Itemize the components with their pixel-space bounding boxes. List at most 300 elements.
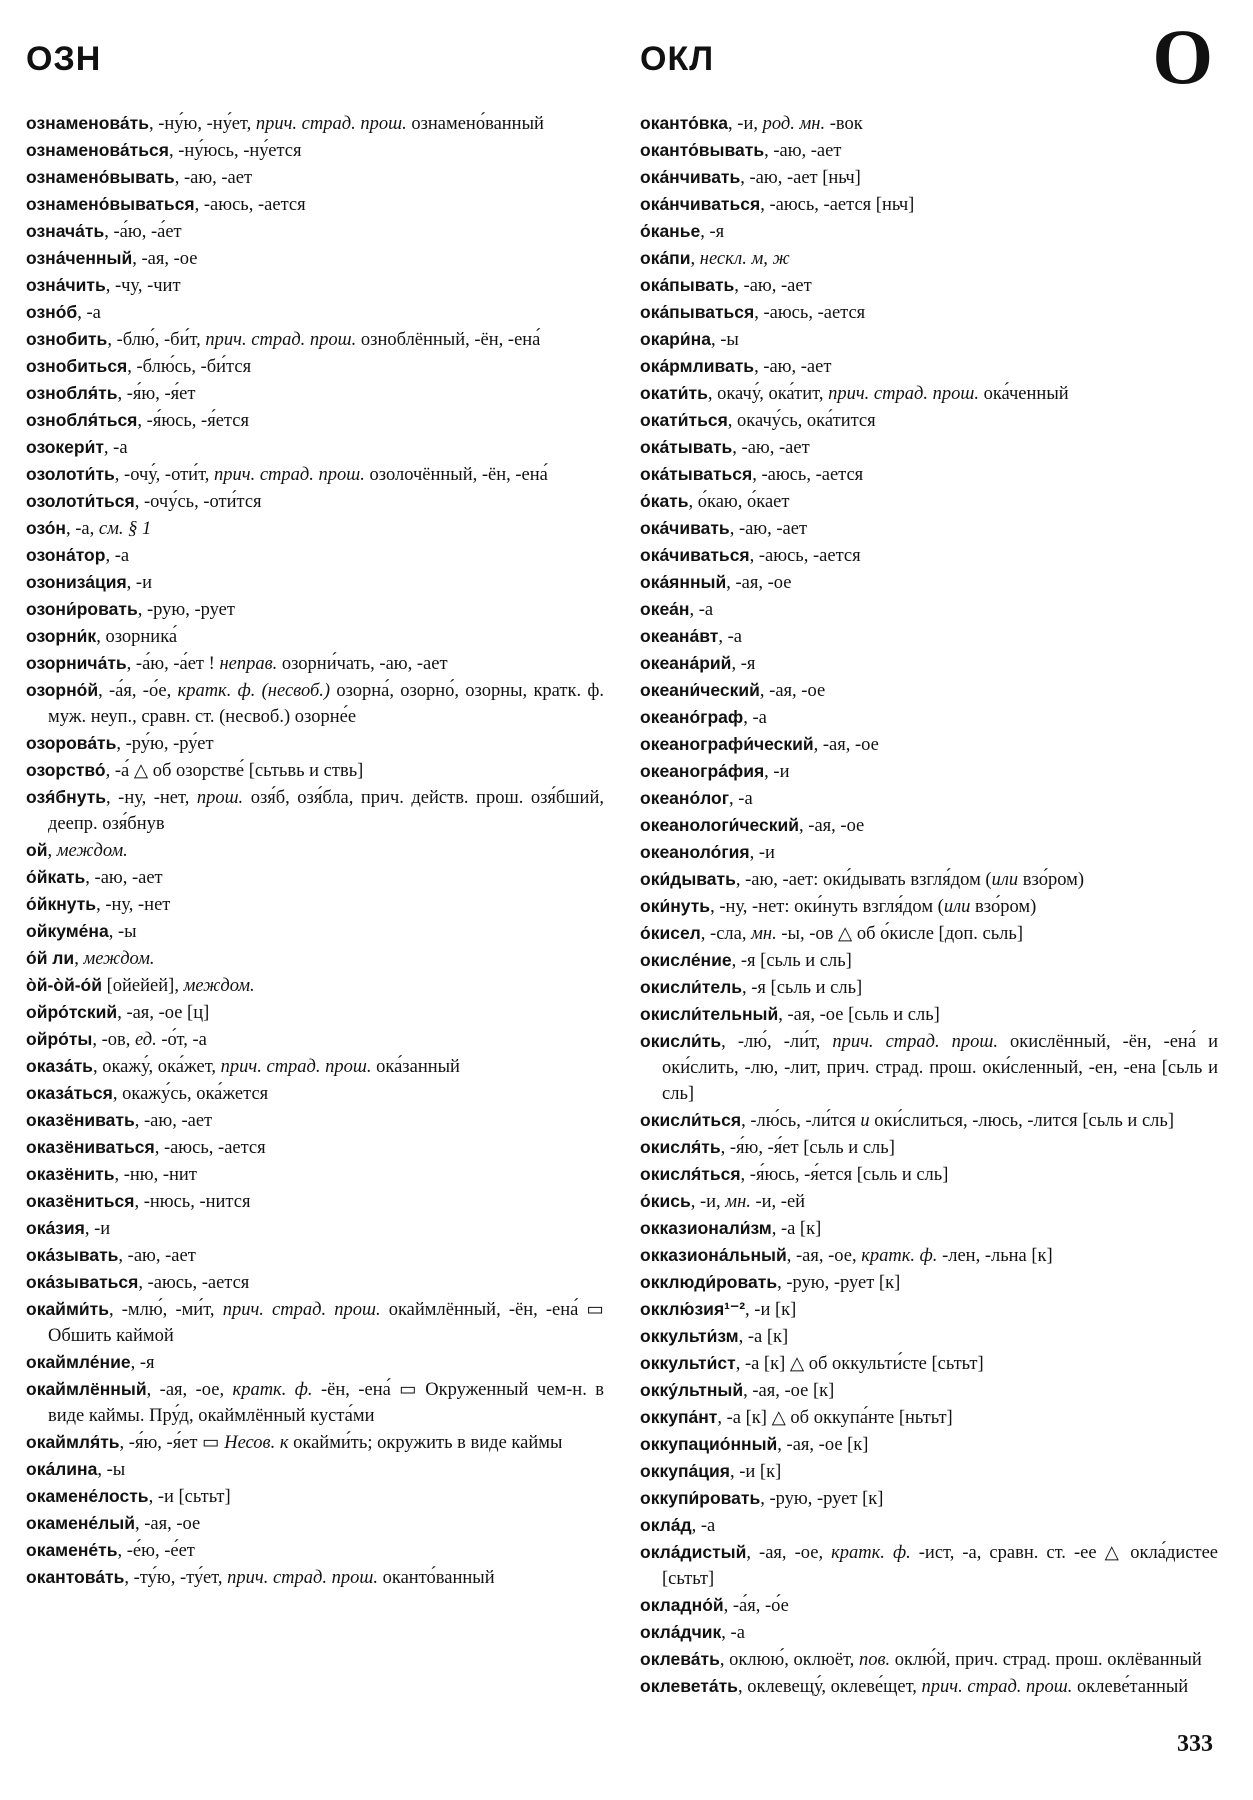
dictionary-entry xyxy=(26,891,604,918)
entry-forms: , -сла, xyxy=(700,924,752,944)
entry-forms: , -аю, -ает xyxy=(174,168,253,188)
headword: ойро́ты xyxy=(26,1029,93,1049)
dictionary-entry xyxy=(26,1296,604,1349)
headword: океанологи́ческий xyxy=(640,815,800,835)
dictionary-entry xyxy=(640,1592,1218,1619)
headword: океаногра́фия xyxy=(640,761,765,781)
headword: океанографи́ческий xyxy=(640,734,814,754)
headword: окаймле́ние xyxy=(26,1352,131,1372)
left-guide-word: ОЗН xyxy=(26,40,102,78)
entry-forms: , -ая, -ое [к] xyxy=(777,1435,869,1455)
entry-forms: , -ая, -ое, xyxy=(746,1543,832,1563)
grammar-note: прич. страд. прош. xyxy=(828,384,979,404)
entry-forms: , -а [к] xyxy=(738,1327,789,1347)
dictionary-entry xyxy=(26,1215,604,1242)
headword: окати́ть xyxy=(640,383,708,403)
entry-forms: , -ну, -нет: оки́нуть взгля́дом ( xyxy=(710,897,944,917)
dictionary-entry xyxy=(640,785,1218,812)
entry-forms: , -ню, -нит xyxy=(114,1165,197,1185)
entry-tail: озорни́чать, -аю, -ает xyxy=(277,654,448,674)
entry-forms: , -чу, -чит xyxy=(105,276,181,296)
entry-forms: , -и [к] xyxy=(745,1300,797,1320)
dictionary-entry xyxy=(640,1431,1218,1458)
entry-tail: -и, -ей xyxy=(750,1192,806,1212)
dictionary-entry xyxy=(640,1377,1218,1404)
dictionary-entry xyxy=(640,893,1218,920)
grammar-note: междом. xyxy=(183,976,255,996)
headword: ока́нчивать xyxy=(640,167,741,187)
entry-forms: , -а xyxy=(743,708,767,728)
entry-forms: , -аюсь, -ается [ньч] xyxy=(760,195,915,215)
headword: означа́ть xyxy=(26,221,105,241)
entry-forms: , -а [к] △ об оккульти́сте [сьтьт] xyxy=(735,1354,984,1374)
headword: озна́ченный xyxy=(26,248,133,268)
grammar-note: или xyxy=(943,897,971,917)
headword: оказёнить xyxy=(26,1164,115,1184)
dictionary-entry xyxy=(26,1080,604,1107)
entry-forms: , -ы xyxy=(97,1460,126,1480)
dictionary-entry xyxy=(640,1296,1218,1323)
entry-forms: , -я [сьль и сль] xyxy=(742,978,863,998)
headword: оккульти́зм xyxy=(640,1326,739,1346)
entry-forms: , xyxy=(74,949,84,969)
entry-forms: , -аю, -ает xyxy=(734,276,812,296)
entry-tail: -о́т, -а xyxy=(156,1030,207,1050)
dictionary-entry xyxy=(640,1673,1218,1700)
entry-forms: , -ая, -ое [к] xyxy=(743,1381,835,1401)
headword: ока́лина xyxy=(26,1459,98,1479)
dictionary-entry xyxy=(640,191,1218,218)
entry-forms: , -и xyxy=(764,762,790,782)
dictionary-entry xyxy=(640,812,1218,839)
entry-forms: , -а́ю, -а́ет xyxy=(104,222,182,242)
entry-forms: , оклюю́, оклюёт, xyxy=(719,1650,859,1670)
entry-forms: , -блю́, -би́т, xyxy=(107,330,206,350)
entry-tail: озорна́, озорно́, озорны, кратк. ф. муж. неуп., сравн. ст. (несвоб.) озорне́е xyxy=(48,681,604,727)
dictionary-entry xyxy=(640,137,1218,164)
headword: ока́пываться xyxy=(640,302,755,322)
dictionary-entry xyxy=(26,1429,604,1456)
entry-tail: оканто́ванный xyxy=(377,1568,495,1588)
headword: окисли́ть xyxy=(640,1031,722,1051)
entry-forms: , оклевещу́, оклеве́щет, xyxy=(737,1677,922,1697)
entry-forms: [ойейей], xyxy=(102,976,184,996)
dictionary-entry xyxy=(26,784,604,837)
entry-tail: -ы, -ов △ об о́кисле [доп. сьль] xyxy=(776,924,1023,944)
dictionary-entry xyxy=(640,1323,1218,1350)
entry-forms: , -а [к] △ об оккупа́нте [ньтьт] xyxy=(717,1408,953,1428)
entry-tail: ока́ченный xyxy=(978,384,1069,404)
dictionary-entry xyxy=(640,488,1218,515)
dictionary-entry xyxy=(26,972,604,999)
headword: ока́пывать xyxy=(640,275,735,295)
dictionary-entry xyxy=(640,272,1218,299)
entry-forms: , -аю, -ает: оки́дывать взгля́дом ( xyxy=(735,870,992,890)
entry-forms: , -и [сьтьт] xyxy=(148,1487,231,1507)
grammar-note: прич. страд. прош. xyxy=(205,330,357,350)
entry-forms: , -а xyxy=(691,1516,716,1536)
dictionary-entry xyxy=(640,1107,1218,1134)
dictionary-entry xyxy=(26,461,604,488)
dictionary-entry xyxy=(640,326,1218,353)
entry-forms: , -и, xyxy=(728,114,763,134)
entry-forms: , -ая, -ое xyxy=(813,735,879,755)
dictionary-entry xyxy=(26,1026,604,1053)
dictionary-entry xyxy=(26,864,604,891)
dictionary-entry xyxy=(640,245,1218,272)
headword: о̀й-о̀й-о́й xyxy=(26,975,102,995)
headword: озя́бнуть xyxy=(26,787,107,807)
dictionary-entry xyxy=(640,1512,1218,1539)
dictionary-entry xyxy=(26,730,604,757)
headword: озорство́ xyxy=(26,760,106,780)
headword: ока́нчиваться xyxy=(640,194,761,214)
headword: окисле́ние xyxy=(640,950,732,970)
entry-forms: , -ну, -нет xyxy=(96,895,171,915)
headword: океано́лог xyxy=(640,788,730,808)
entry-forms: , -аюсь, -ается xyxy=(752,465,864,485)
headword: океано́граф xyxy=(640,707,744,727)
headword: окклю́зия¹⁻² xyxy=(640,1299,746,1319)
entry-forms: , -аю, -ает xyxy=(732,438,810,458)
entry-forms: , -очу́сь, -оти́тся xyxy=(134,492,262,512)
dictionary-entry xyxy=(640,947,1218,974)
dictionary-entry xyxy=(640,1539,1218,1592)
dictionary-entry xyxy=(640,1350,1218,1377)
entry-forms: , -ая, -ое xyxy=(759,681,826,701)
headword: окисля́ться xyxy=(640,1164,741,1184)
dictionary-entry xyxy=(26,918,604,945)
dictionary-entry xyxy=(26,1483,604,1510)
grammar-note: см. § 1 xyxy=(98,519,152,539)
grammar-note: прош. xyxy=(196,788,244,808)
entry-forms: , -ая, -ое xyxy=(132,249,198,269)
dictionary-entry xyxy=(26,1161,604,1188)
dictionary-entry xyxy=(26,1564,604,1591)
headword: окисли́тель xyxy=(640,977,742,997)
entry-forms: , -я́юсь, -я́ется xyxy=(137,411,249,431)
headword: ока́тывать xyxy=(640,437,733,457)
entry-forms: , -блю́сь, -би́тся xyxy=(127,357,252,377)
entry-tail: -лен, -льна [к] xyxy=(937,1246,1053,1266)
headword: оккульти́ст xyxy=(640,1353,736,1373)
headword: окказиона́льный xyxy=(640,1245,787,1265)
dictionary-entry xyxy=(640,1646,1218,1673)
headword: окамене́ть xyxy=(26,1540,118,1560)
entry-forms: , -и xyxy=(84,1219,111,1239)
dictionary-entry xyxy=(26,488,604,515)
entry-forms: , -нюсь, -нится xyxy=(134,1192,251,1212)
grammar-note: прич. страд. прош. xyxy=(222,1300,381,1320)
headword: ока́чиваться xyxy=(640,545,750,565)
entry-forms: , -ов, xyxy=(92,1030,135,1050)
headword: озно́б xyxy=(26,302,78,322)
entry-forms: , -а xyxy=(77,303,101,323)
dictionary-entry xyxy=(640,1404,1218,1431)
dictionary-entry xyxy=(26,353,604,380)
dictionary-entry xyxy=(26,1107,604,1134)
headword: оккупацио́нный xyxy=(640,1434,778,1454)
entry-forms: , -рую, -рует xyxy=(137,600,235,620)
grammar-note: кратк. ф. xyxy=(831,1543,911,1563)
dictionary-entry xyxy=(26,1053,604,1080)
headword: ока́чивать xyxy=(640,518,730,538)
headword: оккупи́ровать xyxy=(640,1488,761,1508)
dictionary-entry xyxy=(26,757,604,784)
grammar-note: междом. xyxy=(83,949,155,969)
dictionary-entry xyxy=(640,542,1218,569)
grammar-note: мн. xyxy=(751,924,777,944)
entry-forms: , -я xyxy=(700,222,725,242)
dictionary-entry xyxy=(640,218,1218,245)
dictionary-entry xyxy=(26,218,604,245)
dictionary-entry xyxy=(26,1134,604,1161)
entry-forms: , -аю, -ает xyxy=(118,1246,196,1266)
headword: окамене́лый xyxy=(26,1513,135,1533)
dictionary-entry xyxy=(640,1134,1218,1161)
headword: озорнича́ть xyxy=(26,653,127,673)
grammar-note: Несов. к xyxy=(224,1433,289,1453)
headword: о́кисел xyxy=(640,923,701,943)
entry-forms: , -и xyxy=(749,843,775,863)
headword: о́й ли xyxy=(26,948,75,968)
dictionary-entry xyxy=(26,137,604,164)
entry-tail: взо́ром) xyxy=(970,897,1037,917)
headword: окла́д xyxy=(640,1515,692,1535)
entry-tail: окайми́ть; окружить в виде каймы xyxy=(288,1433,563,1453)
headword: оккупа́ция xyxy=(640,1461,730,1481)
dictionary-entry xyxy=(640,110,1218,137)
entry-forms: , -аю, -ает xyxy=(754,357,832,377)
grammar-note: кратк. ф. xyxy=(861,1246,938,1266)
entry-forms: , -а xyxy=(689,600,714,620)
headword: океа́н xyxy=(640,599,690,619)
headword: озони́ровать xyxy=(26,599,138,619)
headword: ознобля́ть xyxy=(26,383,118,403)
headword: озониза́ция xyxy=(26,572,127,592)
dictionary-entry xyxy=(26,164,604,191)
entry-forms: , -очу́, -оти́т, xyxy=(114,465,215,485)
dictionary-entry xyxy=(26,623,604,650)
dictionary-entry xyxy=(26,191,604,218)
entry-forms: , -ая, -ое xyxy=(134,1514,201,1534)
dictionary-entry xyxy=(26,1510,604,1537)
entry-tail: оклю́й, прич. страд. прош. оклёванный xyxy=(890,1650,1202,1670)
headword: ознобить xyxy=(26,329,108,349)
headword: ока́зывать xyxy=(26,1245,119,1265)
headword: окайми́ть xyxy=(26,1299,109,1319)
entry-forms: , -а xyxy=(729,789,753,809)
dictionary-entry xyxy=(640,839,1218,866)
entry-forms: , -аюсь, -ается xyxy=(754,303,866,323)
entry-forms: , -и [к] xyxy=(729,1462,782,1482)
entry-forms: , -я xyxy=(731,654,756,674)
headword: окладно́й xyxy=(640,1595,724,1615)
headword: оканто́вка xyxy=(640,113,729,133)
entry-forms: , -млю́, -ми́т, xyxy=(108,1300,223,1320)
entry-tail: оклеве́танный xyxy=(1072,1677,1189,1697)
headword: ока́рмливать xyxy=(640,356,755,376)
dictionary-entry xyxy=(26,299,604,326)
grammar-note: пов. xyxy=(858,1650,891,1670)
entry-forms: , -и xyxy=(126,573,152,593)
headword: окку́льтный xyxy=(640,1380,744,1400)
entry-forms: , -а [к] xyxy=(771,1219,822,1239)
dictionary-entry xyxy=(640,704,1218,731)
entry-forms: , -рую, -рует [к] xyxy=(777,1273,901,1293)
headword: оказёниваться xyxy=(26,1137,155,1157)
dictionary-entry xyxy=(640,164,1218,191)
grammar-note: кратк. ф. xyxy=(232,1380,313,1400)
dictionary-entry xyxy=(26,837,604,864)
dictionary-entry xyxy=(26,650,604,677)
headword: оклевета́ть xyxy=(640,1676,738,1696)
dictionary-entry xyxy=(26,326,604,353)
entry-forms: , -ру́ю, -ру́ет xyxy=(116,734,214,754)
dictionary-entry xyxy=(26,380,604,407)
page-number: 333 xyxy=(1177,1731,1213,1757)
entry-forms: , -ая, -ое xyxy=(799,816,865,836)
dictionary-entry xyxy=(640,650,1218,677)
headword: окаймля́ть xyxy=(26,1432,120,1452)
entry-forms: , -ну́ю, -ну́ет, xyxy=(149,114,256,134)
grammar-note: прич. страд. прош. xyxy=(921,1677,1073,1697)
grammar-note: прич. страд. прош. xyxy=(220,1057,372,1077)
headword: оказёниться xyxy=(26,1191,135,1211)
dictionary-entry xyxy=(26,945,604,972)
headword: ознамено́вываться xyxy=(26,194,195,214)
entry-forms: , -рую, -рует [к] xyxy=(760,1489,884,1509)
headword: оканто́вывать xyxy=(640,140,765,160)
headword: ока́тываться xyxy=(640,464,753,484)
entry-forms: , -а́я, -о́е, xyxy=(98,681,178,701)
entry-forms: , -аюсь, -ается xyxy=(749,546,861,566)
grammar-note: прич. страд. прош. xyxy=(214,465,365,485)
entry-tail: окаймлённый, -ён, -ена́ ▭ Обшить каймой xyxy=(48,1300,604,1346)
dictionary-entry xyxy=(26,434,604,461)
grammar-note: прич. страд. прош. xyxy=(255,114,407,134)
entry-forms: , -я́ю, -я́ет ▭ xyxy=(119,1433,225,1453)
headword: ознаменова́ться xyxy=(26,140,169,160)
entry-forms: , -я xyxy=(130,1353,155,1373)
entry-forms: , -аюсь, -ается xyxy=(138,1273,250,1293)
dictionary-entry xyxy=(640,1215,1218,1242)
entry-tail: озноблённый, -ён, -ена́ xyxy=(356,330,541,350)
headword: ока́зия xyxy=(26,1218,85,1238)
entry-forms: , -а xyxy=(105,546,130,566)
dictionary-entry xyxy=(26,1349,604,1376)
headword: оки́дывать xyxy=(640,869,736,889)
headword: озорни́к xyxy=(26,626,97,646)
entry-forms: , -аюсь, -ается xyxy=(194,195,306,215)
headword: оклева́ть xyxy=(640,1649,720,1669)
entry-forms: , -аю, -ает xyxy=(85,868,163,888)
headword: окамене́лость xyxy=(26,1486,149,1506)
grammar-note: и xyxy=(860,1111,870,1131)
headword: озолоти́ть xyxy=(26,464,115,484)
entry-forms: , озорника́ xyxy=(96,627,178,647)
headword: океани́ческий xyxy=(640,680,760,700)
headword: океана́рий xyxy=(640,653,732,673)
dictionary-entry xyxy=(640,461,1218,488)
entry-forms: , -а xyxy=(103,438,128,458)
dictionary-entry xyxy=(640,731,1218,758)
grammar-note: прич. страд. прош. xyxy=(832,1032,999,1052)
headword: озона́тор xyxy=(26,545,106,565)
headword: о́канье xyxy=(640,221,701,241)
headword: окари́на xyxy=(640,329,711,349)
entry-tail: взо́ром) xyxy=(1018,870,1084,890)
entry-tail: ознамено́ванный xyxy=(406,114,544,134)
headword: ойкуме́на xyxy=(26,921,109,941)
dictionary-entry xyxy=(26,1537,604,1564)
entry-forms: , -лю́, -ли́т, xyxy=(721,1032,833,1052)
entry-forms: , -я́юсь, -я́ется [сьль и сль] xyxy=(740,1165,949,1185)
entry-tail: -вок xyxy=(825,114,863,134)
dictionary-entry xyxy=(640,677,1218,704)
headword: ознобиться xyxy=(26,356,128,376)
entry-forms: , -а́ю, -а́ет ! xyxy=(126,654,220,674)
grammar-note: неправ. xyxy=(219,654,278,674)
dictionary-entry xyxy=(26,999,604,1026)
headword: оккупа́нт xyxy=(640,1407,718,1427)
dictionary-entry xyxy=(26,1456,604,1483)
dictionary-entry xyxy=(640,1001,1218,1028)
headword: окклюди́ровать xyxy=(640,1272,778,1292)
entry-forms: , -ы xyxy=(710,330,739,350)
dictionary-entry xyxy=(26,1242,604,1269)
grammar-note: мн. xyxy=(725,1192,751,1212)
entry-forms: , -ая, -ое [сьль и сль] xyxy=(778,1005,940,1025)
dictionary-entry xyxy=(26,407,604,434)
entry-forms: , -е́ю, -е́ет xyxy=(117,1541,195,1561)
headword: ой xyxy=(26,840,48,860)
entry-forms: , -ая, -ое [ц] xyxy=(117,1003,210,1023)
headword: окисли́ться xyxy=(640,1110,742,1130)
dictionary-entry xyxy=(640,299,1218,326)
dictionary-entry xyxy=(640,434,1218,461)
dictionary-entry xyxy=(26,569,604,596)
grammar-note: ед. xyxy=(135,1030,157,1050)
grammar-note: или xyxy=(991,870,1019,890)
right-column xyxy=(640,110,1218,1700)
headword: оки́нуть xyxy=(640,896,711,916)
entry-forms: , -аюсь, -ается xyxy=(154,1138,266,1158)
entry-forms: , xyxy=(47,841,57,861)
entry-tail: окислённый, -ён, -ена́ и оки́слить, -лю, -лит, прич. страд. прош. оки́сленный, -ен, -ена [сьль и сль] xyxy=(662,1032,1218,1104)
dictionary-entry xyxy=(640,353,1218,380)
entry-forms: , -а́я, -о́е xyxy=(723,1596,789,1616)
entry-forms: , -ы xyxy=(108,922,137,942)
entry-forms: , -ая, -ое, xyxy=(146,1380,233,1400)
dictionary-entry xyxy=(640,1242,1218,1269)
entry-tail: -ист, -а, сравн. ст. -ее △ окла́дистее [сьтьт] xyxy=(662,1543,1218,1589)
dictionary-entry xyxy=(26,515,604,542)
entry-forms: , -ну́юсь, -ну́ется xyxy=(168,141,302,161)
dictionary-entry xyxy=(26,677,604,730)
dictionary-entry xyxy=(640,515,1218,542)
entry-forms: , -я [сьль и сль] xyxy=(731,951,852,971)
entry-forms: , -ая, -ое, xyxy=(786,1246,862,1266)
entry-forms: , -и, xyxy=(690,1192,726,1212)
dictionary-entry xyxy=(640,1619,1218,1646)
entry-forms: , -я́ю, -я́ет [сьль и сль] xyxy=(720,1138,895,1158)
dictionary-entry xyxy=(26,1269,604,1296)
dictionary-entry xyxy=(640,974,1218,1001)
right-guide-word: ОКЛ xyxy=(640,40,715,78)
headword: ознаменова́ть xyxy=(26,113,149,133)
entry-forms: , окажу́, ока́жет, xyxy=(92,1057,221,1077)
